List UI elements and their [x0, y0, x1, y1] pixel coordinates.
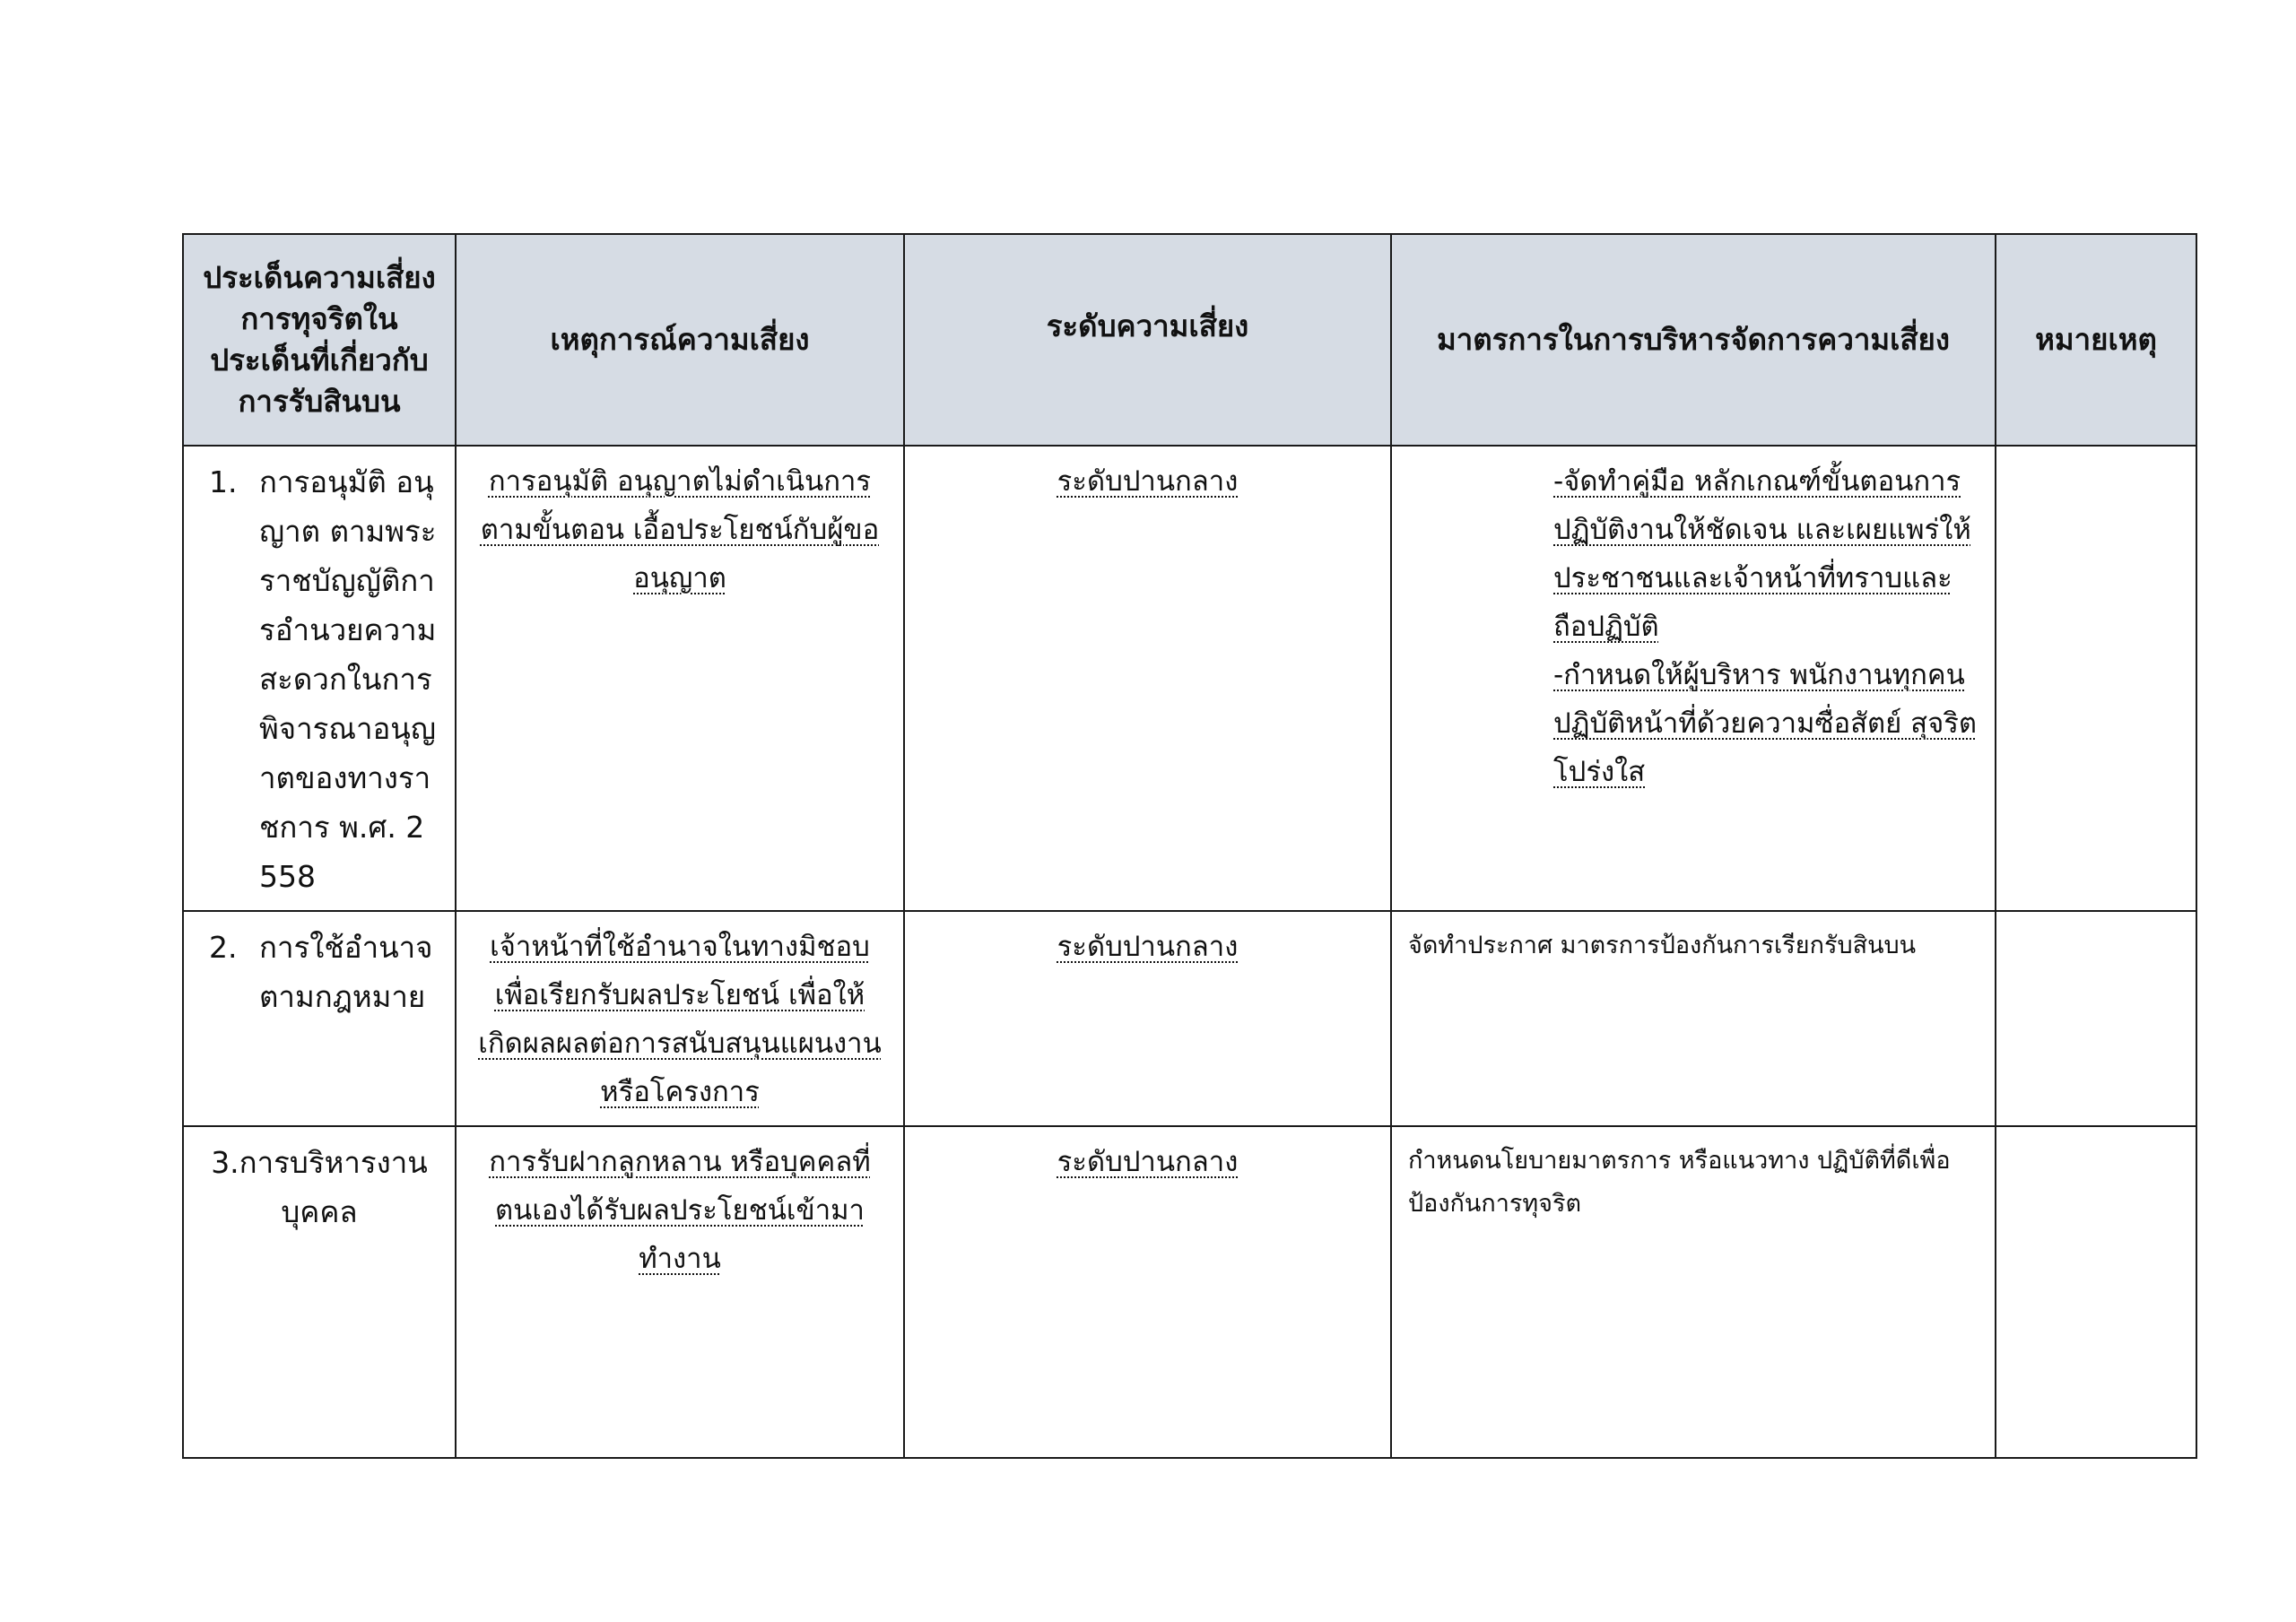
header-level: ระดับความเสี่ยง: [904, 234, 1391, 446]
row-2-level: ระดับปานกลาง: [1057, 931, 1239, 963]
row-1-remark: [1996, 446, 2196, 911]
row-2-event-cell: [456, 911, 904, 1126]
row-3-event-cell: [456, 1126, 904, 1458]
row-3-level-cell: [904, 1126, 1391, 1458]
header-issue: ประเด็นความเสี่ยงการทุจริตในประเด็นที่เกี่ยวกับการรับสินบน: [183, 234, 456, 446]
row-1-measure-cell: [1391, 446, 1996, 911]
row-1-level: ระดับปานกลาง: [1057, 465, 1239, 498]
row-1-number: 1.: [209, 464, 238, 499]
row-1-issue-cell: [183, 446, 456, 911]
row-2-issue: การใช้อำนาจตามกฎหมาย: [259, 930, 433, 1014]
header-remark: หมายเหตุ: [1996, 234, 2196, 446]
row-2-issue-cell: [183, 911, 456, 1126]
row-3-issue: 3.การบริหารงานบุคคล: [183, 1126, 456, 1458]
header-measure: มาตรการในการบริหารจัดการความเสี่ยง: [1391, 234, 1996, 446]
row-2-number: 2.: [209, 930, 238, 965]
row-2-remark: [1996, 911, 2196, 1126]
row-1-level-cell: [904, 446, 1391, 911]
row-1-issue: การอนุมัติ อนุญาต ตามพระราชบัญญัติการอำนวยความสะดวกในการพิจารณาอนุญาตของทางราชการ พ.ศ. 2558: [259, 464, 437, 894]
row-2-measure: จัดทำประกาศ มาตรการป้องกันการเรียกรับสินบน: [1391, 911, 1996, 1126]
row-3-measure: กำหนดนโยบายมาตรการ หรือแนวทาง ปฏิบัติที่ดีเพื่อป้องกันการทุจริต: [1391, 1126, 1996, 1458]
row-2-event: เจ้าหน้าที่ใช้อำนาจในทางมิชอบ เพื่อเรียกรับผลประโยชน์ เพื่อให้เกิดผลผลต่อการสนับสนุนแผนงาน หรือโครงการ: [478, 931, 882, 1108]
header-row: [183, 234, 2196, 446]
row-1-event-cell: [456, 446, 904, 911]
risk-table: [182, 233, 2197, 1459]
table-row: [183, 1126, 2196, 1458]
row-1-event: การอนุมัติ อนุญาตไม่ดำเนินการตามขั้นตอน เอื้อประโยชน์กับผู้ขออนุญาต: [480, 465, 880, 594]
row-3-level: ระดับปานกลาง: [1057, 1146, 1239, 1178]
row-1-measure-2: -กำหนดให้ผู้บริหาร พนักงานทุกคนปฏิบัติหน้าที่ด้วยความซื่อสัตย์ สุจริต โปร่งใส: [1553, 659, 1978, 788]
row-3-event: การรับฝากลูกหลาน หรือบุคคลที่ตนเองได้รับผลประโยชน์เข้ามาทำงาน: [489, 1146, 871, 1275]
header-event: เหตุการณ์ความเสี่ยง: [456, 234, 904, 446]
row-3-remark: [1996, 1126, 2196, 1458]
row-1-measure-1: -จัดทำคู่มือ หลักเกณฑ์ขั้นตอนการปฏิบัติงานให้ชัดเจน และเผยแพร่ให้ประชาชนและเจ้าหน้าที่ทราบและถือปฏิบัติ: [1553, 465, 1971, 643]
table-row: [183, 446, 2196, 911]
row-2-level-cell: [904, 911, 1391, 1126]
table-row: [183, 911, 2196, 1126]
